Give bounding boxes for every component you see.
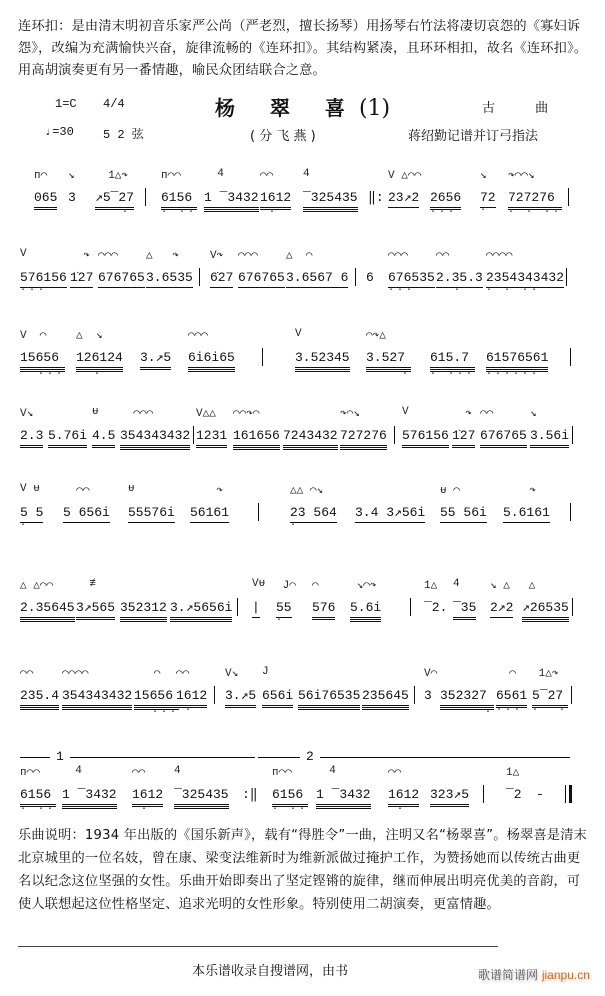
staff-line-2 xyxy=(0,245,605,315)
note-group: V ᵾ 5 5 · xyxy=(20,483,44,531)
note-group: 352327 · xyxy=(440,688,495,718)
bar-line xyxy=(237,598,238,616)
note-group: ↷ 1̇27 xyxy=(70,270,93,288)
note-group: 1△↷ ↗5‾27 · xyxy=(95,170,135,218)
bar-line xyxy=(410,598,411,616)
note-group: ⌒⌒⌒ 676765 xyxy=(238,270,285,288)
note-group: 5.76i xyxy=(48,428,87,448)
note-group: ⌒⌒ 676765 xyxy=(480,428,527,448)
note-group: ⌒⌒ 1612 · xyxy=(176,668,208,716)
note-group: 1△↷ 5‾27 · · xyxy=(532,668,569,716)
note-group: 3.↗5 xyxy=(140,350,171,370)
note-group: ᴨ⌒ 065 xyxy=(34,190,57,210)
note-group: 7243432 xyxy=(283,428,338,450)
tempo-marking: ♩=30 xyxy=(45,125,74,139)
note-group: ↷ 5.6161 xyxy=(503,505,550,523)
note-group: ⌒ 15656 ··· xyxy=(134,668,180,718)
title-text: 杨 翠 喜 xyxy=(215,96,359,120)
note-group: ⌒⌒⌒⌒ 2354343432 · · ·· xyxy=(486,250,565,296)
bar-line xyxy=(414,686,415,704)
staff-line-8 xyxy=(0,762,605,832)
note-group: ᴨ⌒⌒ 6156 · ·· xyxy=(161,170,198,218)
bar-line xyxy=(566,268,567,286)
note-group: V△△ 1231 xyxy=(196,428,227,448)
note-group: ⌒⌒ 1612 · xyxy=(388,767,420,815)
bar-line xyxy=(394,426,395,444)
note-group: △ ↗26535 xyxy=(522,600,569,622)
note-group: V↘ 3.↗5 xyxy=(225,688,256,708)
note-group: 4 ‾325435 xyxy=(303,190,358,212)
note-group: J⌒ 55 · xyxy=(276,580,296,626)
bar-line xyxy=(483,785,484,803)
note-group: ↘ 3 xyxy=(68,170,76,205)
note-group: ↷ 56161 xyxy=(190,505,229,523)
note-group: V⌒ 3 xyxy=(424,668,438,703)
note-group: 3.4 3↗56i xyxy=(355,505,425,523)
note-group: ↘⌒↷ 5.6i xyxy=(350,600,381,622)
footer-source-text: 本乐谱收录自搜谱网，由书 xyxy=(192,964,349,979)
note-group: V 576156 xyxy=(402,428,449,448)
note-group: ⌒⌒⌒⌒ 354343432 xyxy=(62,688,132,710)
note-group: 323↗5 xyxy=(430,787,469,807)
final-barline xyxy=(565,785,572,803)
note-group: ↘ △ 2↗2 xyxy=(490,600,513,618)
note-group: ᴨ⌒⌒ 6156 · ·· xyxy=(272,767,309,815)
note-group: V↷ 6̇27 xyxy=(210,270,233,288)
score-title xyxy=(215,92,390,121)
note-group: 4 1 ‾3432 xyxy=(316,787,371,809)
note-group: ⌒⌒ 1612 · xyxy=(132,767,164,815)
volta-bracket-1: 1 xyxy=(20,757,255,766)
staff-line-1 xyxy=(0,165,605,235)
note-group: ↷⌒⌒↘ 727276 · · ·· xyxy=(508,170,563,218)
note-group: 61576561 ······ xyxy=(486,350,549,380)
note-group: ⌒ 6561 ··· xyxy=(496,668,528,716)
bar-line xyxy=(568,188,569,206)
genre-label: 古 曲 xyxy=(482,101,567,116)
staff-line-7 xyxy=(0,663,605,733)
bar-line xyxy=(355,268,356,286)
note-group: 1△ ‾2. xyxy=(424,580,448,615)
time-signature: 4/4 xyxy=(103,97,125,111)
note-group: ⌒⌒⌒ 6i6i65 xyxy=(188,350,235,372)
note-group: ⌒⌒⌒ 354343432 xyxy=(120,428,190,450)
staff-line-3 xyxy=(0,325,605,395)
repeat-start: ‖: xyxy=(368,190,384,205)
note-group: ⌒⌒ 5 656i xyxy=(63,505,110,523)
note-group: 352312 xyxy=(120,600,167,622)
note-group: Vᵾ | xyxy=(252,600,260,618)
watermark-domain: jianpu.cn xyxy=(541,968,590,982)
dash-hold: - xyxy=(536,787,544,802)
note-group: V 576156 ··· xyxy=(20,248,67,296)
bar-line xyxy=(258,503,259,521)
note-group: ⌒⌒⌒ 676535 ··· xyxy=(388,250,435,296)
repeat-end: :‖ xyxy=(242,787,258,802)
note-group: ⌒⌒↷⌒ 161656 xyxy=(233,428,280,450)
intro-paragraph: 连环扣：是由清末明初音乐家严公尚（严老烈，擅长扬琴）用扬琴右竹法将凄切哀怨的《寡妇诉怨》，改编为充满愉快兴奋，旋律流畅的《连环扣》。其结构紧凑，且环环相扣，故名《连环扣》。用高胡演奏更有另一番情趣，喻民众团结联合之意。 xyxy=(18,19,588,78)
score-subtitle: ( 分 飞 燕 ) xyxy=(250,129,316,144)
note-group: ⌒⌒ 1612 · xyxy=(260,170,292,218)
note-group: ↘ 3.56i xyxy=(530,428,569,448)
note-group: ↘ 72 · xyxy=(480,170,496,216)
note-group: ⌒⌒⌒ 676765 xyxy=(98,270,145,288)
bar-line xyxy=(571,686,572,704)
note-group: 1△ ‾2 xyxy=(506,767,522,802)
note-group: 4 1 ‾3432 xyxy=(204,190,259,212)
note-group: 235645 xyxy=(362,688,409,710)
note-group: 56i76535 xyxy=(298,688,360,710)
bar-line xyxy=(262,348,263,366)
note-group: △ ↘ 126124 · xyxy=(76,330,123,380)
note-group: ᵾ ⌒ 55 56i xyxy=(440,505,487,523)
note-group: J 656i xyxy=(262,688,293,708)
staff-line-6 xyxy=(0,580,605,650)
note-group: ᴨ⌒⌒ 6156 · ·· xyxy=(20,767,57,815)
note-group: ⌒⌒ 235.4 xyxy=(20,688,59,710)
key-signature: 1=C xyxy=(55,97,77,111)
note-group: V ⌒ 15656 ··· xyxy=(20,330,66,380)
bar-line xyxy=(572,598,573,616)
watermark xyxy=(478,966,590,983)
title-number: (1) xyxy=(358,96,391,121)
note-group: ᵾ 55576i xyxy=(128,505,175,523)
staff-line-5 xyxy=(0,480,605,550)
score-credit: 蒋绍勤记谱并订弓指法 xyxy=(408,129,539,144)
watermark-cn: 歌谱简谱网 xyxy=(478,968,539,982)
note-group: ↷⌒↘ 727276 xyxy=(340,428,387,450)
note-group: 3.↗5656i xyxy=(170,600,232,622)
note-group: △ △⌒⌒ 2.35645 xyxy=(20,600,75,622)
note-group: 615.7 · ··· xyxy=(430,350,476,380)
note-group: V↘ 2.3 xyxy=(20,428,43,448)
note-group: V △⌒⌒ 23↗2 xyxy=(388,190,419,208)
note-group: 4 ‾325435 xyxy=(174,787,229,809)
volta-bracket-2: 2 xyxy=(258,757,570,766)
music-notes-paragraph: 乐曲说明：1934 年出版的《国乐新声》，载有“得胜令”一曲，注明又名“杨翠喜”。杨翠喜是清末北京城里的一位名妓，曾在康、梁变法维新时为维新派做过掩护工作，为赞扬她而以传统古曲更名以纪念这位坚强的女性。乐曲开始即奏出了坚定铿锵的旋律，继而伸展出明亮优美的音韵，可使人联想起这位性格坚定、追求光明的女性形象。特别使用二胡演奏，更富情趣。 xyxy=(18,828,588,912)
note-group: ⌒↷△ 3.527 · xyxy=(366,330,412,380)
note-group: 2656 ··· xyxy=(430,190,462,218)
bar-line xyxy=(570,348,571,366)
note-group: ᵾ 4.5 xyxy=(92,428,115,448)
bar-line xyxy=(145,188,146,206)
bar-line xyxy=(214,686,215,704)
note-group: 4 1 ‾3432 xyxy=(62,787,117,809)
bar-line xyxy=(199,268,200,286)
note-group: V 3.52345 xyxy=(295,350,350,372)
note-group: ↷ 1̇27 xyxy=(452,428,475,448)
bar-line xyxy=(572,426,573,444)
note-group: ⌒⌒ 2.35.3 · xyxy=(436,250,483,296)
note-group: △ ↷ 3.6535 xyxy=(146,270,193,288)
note-group: ≢ 3↗565 xyxy=(76,600,115,620)
note-group: △ ⌒ 3.6567 6 xyxy=(286,270,348,288)
staff-line-4 xyxy=(0,403,605,473)
note-group: △△ ⌒↘ 23 564 · xyxy=(290,485,337,531)
bar-line xyxy=(193,426,194,444)
note-group: 6 xyxy=(366,270,374,285)
tuning-marking: 5 2 弦 xyxy=(103,128,144,142)
note-group: ⌒ 576 xyxy=(312,600,335,620)
divider-line xyxy=(18,946,498,947)
bar-line xyxy=(570,503,571,521)
note-group: 4 ‾35 xyxy=(453,600,476,620)
